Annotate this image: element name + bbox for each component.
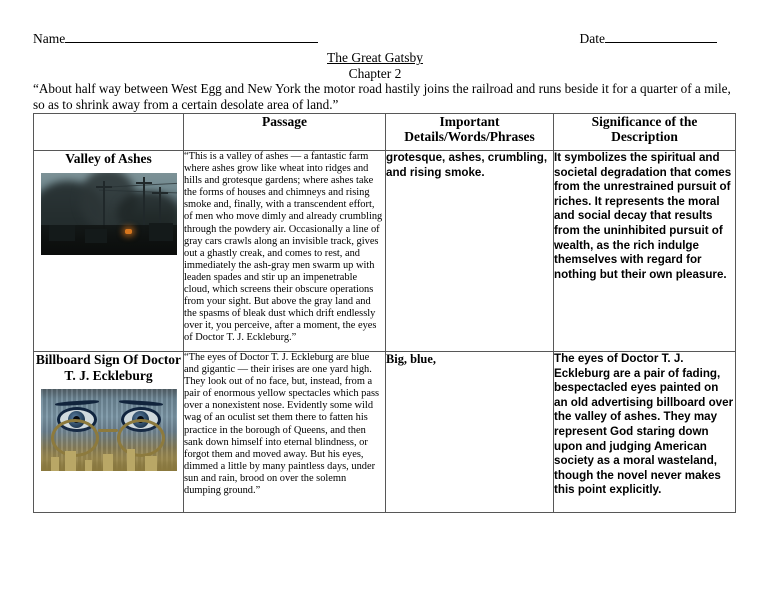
skyline-band <box>41 447 177 471</box>
important-details-cell[interactable]: Big, blue, <box>386 352 554 513</box>
name-write-line[interactable] <box>65 31 318 43</box>
page-title: The Great Gatsby <box>327 50 423 65</box>
term-cell-valley-of-ashes <box>34 151 184 352</box>
passage-cell: “The eyes of Doctor T. J. Eckleburg are blue and gigantic — their irises are one yard high. They look out of no face, but, instead, from a pair of enormous yellow spectacles which pass over a nonexistent nose. Evidently some wild wag of an oculist set them there to fatten his practice in the borough of Queens, and then sank down himself into eternal blindness, or forgot them and moved away. But his eyes, dimmed a little by many paintless days, under sun and rain, brood on over the solemn dumping ground.” <box>184 352 386 513</box>
significance-cell[interactable]: It symbolizes the spiritual and societal degradation that comes from the unrestrained pursuit of riches. It represents the moral and social decay that results from the uninhibited pursuit of wealth, as the rich indulge themselves with regard for nothing but their own pleasure. <box>554 151 736 352</box>
table-header-row <box>34 114 736 151</box>
building-icon <box>103 454 113 471</box>
title-block <box>33 50 717 81</box>
significance-cell[interactable]: The eyes of Doctor T. J. Eckleburg are a pair of fading, bespectacled eyes painted on an old advertising billboard over the valley of ashes. They may represent God staring down upon and judging American society as a moral wasteland, though the novel never makes this point explicitly. <box>554 352 736 513</box>
date-write-line[interactable] <box>605 31 717 43</box>
column-header-important-line1: Important <box>439 114 500 129</box>
term-label: Billboard Sign Of Doctor T. J. Eckleburg <box>35 352 182 383</box>
table-row <box>34 352 736 513</box>
building-icon <box>145 456 157 471</box>
name-field[interactable] <box>33 31 318 47</box>
epigraph-quote: “About half way between West Egg and New York the motor road hastily joins the railroad and runs beside it for a quarter of a mile, so as to shrink away from a certain desolate area of land.” <box>33 81 731 112</box>
column-header-term <box>34 114 184 151</box>
column-header-significance <box>554 114 736 151</box>
orange-light-icon <box>125 229 132 234</box>
passage-analysis-table <box>33 113 736 513</box>
chapter-subtitle: Chapter 2 <box>348 66 402 81</box>
column-header-significance-line1: Significance of the <box>591 114 698 129</box>
shack-icon <box>149 223 173 241</box>
building-icon <box>51 457 59 471</box>
building-icon <box>127 449 135 471</box>
table-row <box>34 151 736 352</box>
building-icon <box>65 451 76 471</box>
term-label: Valley of Ashes <box>65 151 152 166</box>
shack-icon <box>85 229 107 243</box>
table-header <box>34 114 736 151</box>
date-field[interactable] <box>580 31 717 47</box>
building-icon <box>85 460 92 471</box>
date-label: Date <box>579 31 605 46</box>
spectacles-bridge-icon <box>98 429 118 432</box>
column-header-important-line2: Details/Words/Phrases <box>404 129 535 144</box>
column-header-passage: Passage <box>184 114 386 151</box>
valley-of-ashes-photo <box>41 173 177 255</box>
table-body <box>34 151 736 513</box>
eckleburg-billboard-photo <box>41 389 177 471</box>
column-header-important-details <box>386 114 554 151</box>
column-header-significance-line2: Description <box>611 129 678 144</box>
passage-cell: “This is a valley of ashes — a fantastic farm where ashes grow like wheat into ridges and hills and grotesque gardens; where ashes take the forms of houses and chimneys and rising smoke and, finally, with a transcendent effort, of men who move dimly and already crumbling through the powdery air. Occasionally a line of gray cars crawls along an invisible track, gives out a ghastly creak, and comes to rest, and immediately the ash-gray men swarm up with leaden spades and stir up an impenetrable cloud, which screens their obscure operations from your sight. But above the gray land and the spasms of bleak dust which drift endlessly over it, you perceive, after a moment, the eyes of Doctor T. J. Eckleburg.” <box>184 151 386 352</box>
shack-icon <box>49 225 75 241</box>
utility-pole-icon <box>103 181 105 229</box>
term-cell-billboard-sign <box>34 352 184 513</box>
important-details-cell[interactable]: grotesque, ashes, crumbling, and rising smoke. <box>386 151 554 352</box>
name-date-row <box>33 31 717 47</box>
name-label: Name <box>33 31 66 46</box>
